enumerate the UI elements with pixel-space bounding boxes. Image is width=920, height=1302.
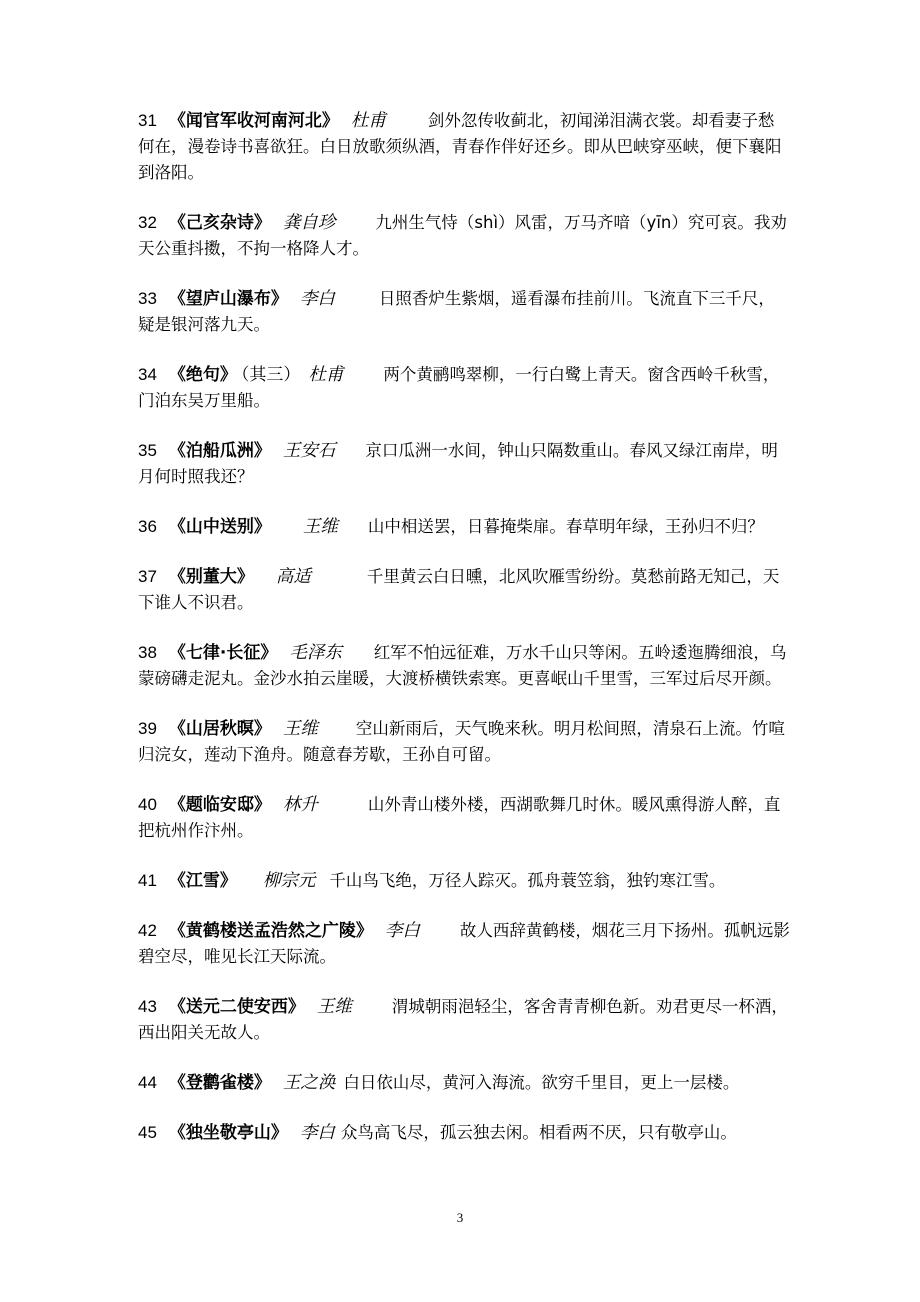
poem-author: 毛泽东	[289, 643, 342, 663]
poem-title: 《七律·长征》	[168, 643, 278, 663]
poem-author: 杜甫	[350, 111, 386, 131]
poem-entry-41	[138, 868, 790, 894]
poem-note: （其三）	[240, 365, 301, 385]
poem-title: 《山居秋暝》	[168, 719, 271, 739]
poem-author: 李白	[299, 289, 335, 309]
poem-entry-35	[138, 438, 790, 490]
poem-entry-43	[138, 994, 790, 1046]
poem-title: 《绝句》	[168, 365, 237, 385]
poem-entry-40	[138, 792, 790, 844]
poem-author: 李白	[299, 1123, 335, 1143]
poem-text: 京口瓜洲一水间，钟山只隔数重山。春风又绿江南岸，明月何时照我还？	[138, 441, 778, 486]
poem-title: 《登鹳雀楼》	[168, 1073, 271, 1093]
poem-author: 王维	[282, 719, 318, 739]
poem-number: 40	[138, 795, 157, 814]
poem-text: 白日依山尽，黄河入海流。欲穷千里目，更上一层楼。	[343, 1073, 740, 1092]
poem-number: 45	[138, 1123, 157, 1142]
poem-text: 两个黄鹂鸣翠柳，一行白鹭上青天。窗含西岭千秋雪，门泊东吴万里船。	[138, 365, 780, 410]
poem-entry-34	[138, 362, 790, 414]
poem-author: 王之涣	[282, 1073, 336, 1093]
poem-author: 王维	[316, 997, 352, 1017]
poem-author: 李白	[384, 921, 420, 941]
poem-entry-31	[138, 108, 790, 186]
poem-title: 《山中送别》	[168, 517, 271, 537]
poem-entry-44	[138, 1070, 790, 1096]
poem-text: 千山鸟飞绝，万径人踪灭。孤舟蓑笠翁，独钓寒江雪。	[329, 871, 726, 890]
poem-title: 《己亥杂诗》	[168, 213, 271, 233]
poem-entry-45	[138, 1120, 790, 1146]
poem-text: 日照香炉生紫烟，遥看瀑布挂前川。飞流直下三千尺，疑是银河落九天。	[138, 289, 775, 334]
poem-entry-32	[138, 210, 790, 262]
poem-author: 杜甫	[308, 365, 344, 385]
poem-text: 剑外忽传收蓟北，初闻涕泪满衣裳。却看妻子愁何在，漫卷诗书喜欲狂。白日放歌须纵酒，青春作伴好还乡。即从巴峡穿巫峡，便下襄阳到洛阳。	[138, 111, 782, 182]
poem-title: 《别董大》	[168, 567, 254, 587]
poem-text: 众鸟高飞尽，孤云独去闲。相看两不厌，只有敬亭山。	[340, 1123, 737, 1142]
poem-entry-39	[138, 716, 790, 768]
poem-text: 空山新雨后，天气晚来秋。明月松间照，清泉石上流。竹喧归浣女，莲动下渔舟。随意春芳歇，王孙自可留。	[138, 719, 785, 764]
poem-number: 37	[138, 567, 157, 586]
poem-number: 32	[138, 213, 157, 232]
poem-number: 34	[138, 365, 157, 384]
poem-author: 王安石	[282, 441, 336, 461]
poem-number: 38	[138, 643, 157, 662]
poem-text: 山中相送罢，日暮掩柴扉。春草明年绿，王孙归不归？	[367, 517, 764, 536]
poem-entry-38	[138, 640, 790, 692]
poem-number: 44	[138, 1073, 157, 1092]
poem-title: 《望庐山瀑布》	[168, 289, 288, 309]
poem-text: 红军不怕远征难，万水千山只等闲。五岭逶迤腾细浪，乌蒙磅礴走泥丸。金沙水拍云崖暖，大渡桥横铁索寒。更喜岷山千里雪，三军过后尽开颜。	[138, 643, 787, 688]
poem-list	[138, 108, 790, 1170]
poem-author: 高适	[275, 567, 311, 587]
poem-text: 故人西辞黄鹤楼，烟花三月下扬州。孤帆远影碧空尽，唯见长江天际流。	[138, 921, 790, 966]
poem-title: 《独坐敬亭山》	[168, 1123, 288, 1143]
poem-number: 33	[138, 289, 157, 308]
poem-title: 《黄鹤楼送孟浩然之广陵》	[168, 921, 373, 941]
page-number: 3	[456, 1210, 464, 1225]
poem-number: 31	[138, 111, 157, 130]
poem-text: 九州生气恃（shì）风雷，万马齐喑（yīn）究可哀。我劝天公重抖擞，不拘一格降人才。	[138, 213, 787, 258]
poem-entry-42	[138, 918, 790, 970]
poem-text: 渭城朝雨浥轻尘，客舍青青柳色新。劝君更尽一杯酒，西出阳关无故人。	[138, 997, 788, 1042]
poem-title: 《闻官军收河南河北》	[168, 111, 339, 131]
poem-title: 《泊船瓜洲》	[168, 441, 271, 461]
poem-title: 《江雪》	[168, 871, 237, 891]
poem-entry-37	[138, 564, 790, 616]
poem-author: 龚自珍	[282, 213, 336, 233]
poem-number: 42	[138, 921, 157, 940]
poem-author: 林升	[282, 795, 318, 815]
poem-title: 《送元二使安西》	[168, 997, 305, 1017]
poem-number: 39	[138, 719, 157, 738]
poem-number: 43	[138, 997, 157, 1016]
poem-entry-33	[138, 286, 790, 338]
poem-text: 千里黄云白日曛，北风吹雁雪纷纷。莫愁前路无知己，天下谁人不识君。	[138, 567, 780, 612]
poem-text: 山外青山楼外楼，西湖歌舞几时休。暖风熏得游人醉，直把杭州作汴州。	[138, 795, 781, 840]
poem-number: 41	[138, 871, 157, 890]
poem-number: 36	[138, 517, 157, 536]
poem-entry-36	[138, 514, 790, 540]
poem-title: 《题临安邸》	[168, 795, 271, 815]
poem-number: 35	[138, 441, 157, 460]
poem-author: 柳宗元	[262, 871, 316, 891]
poem-author: 王维	[302, 517, 338, 537]
